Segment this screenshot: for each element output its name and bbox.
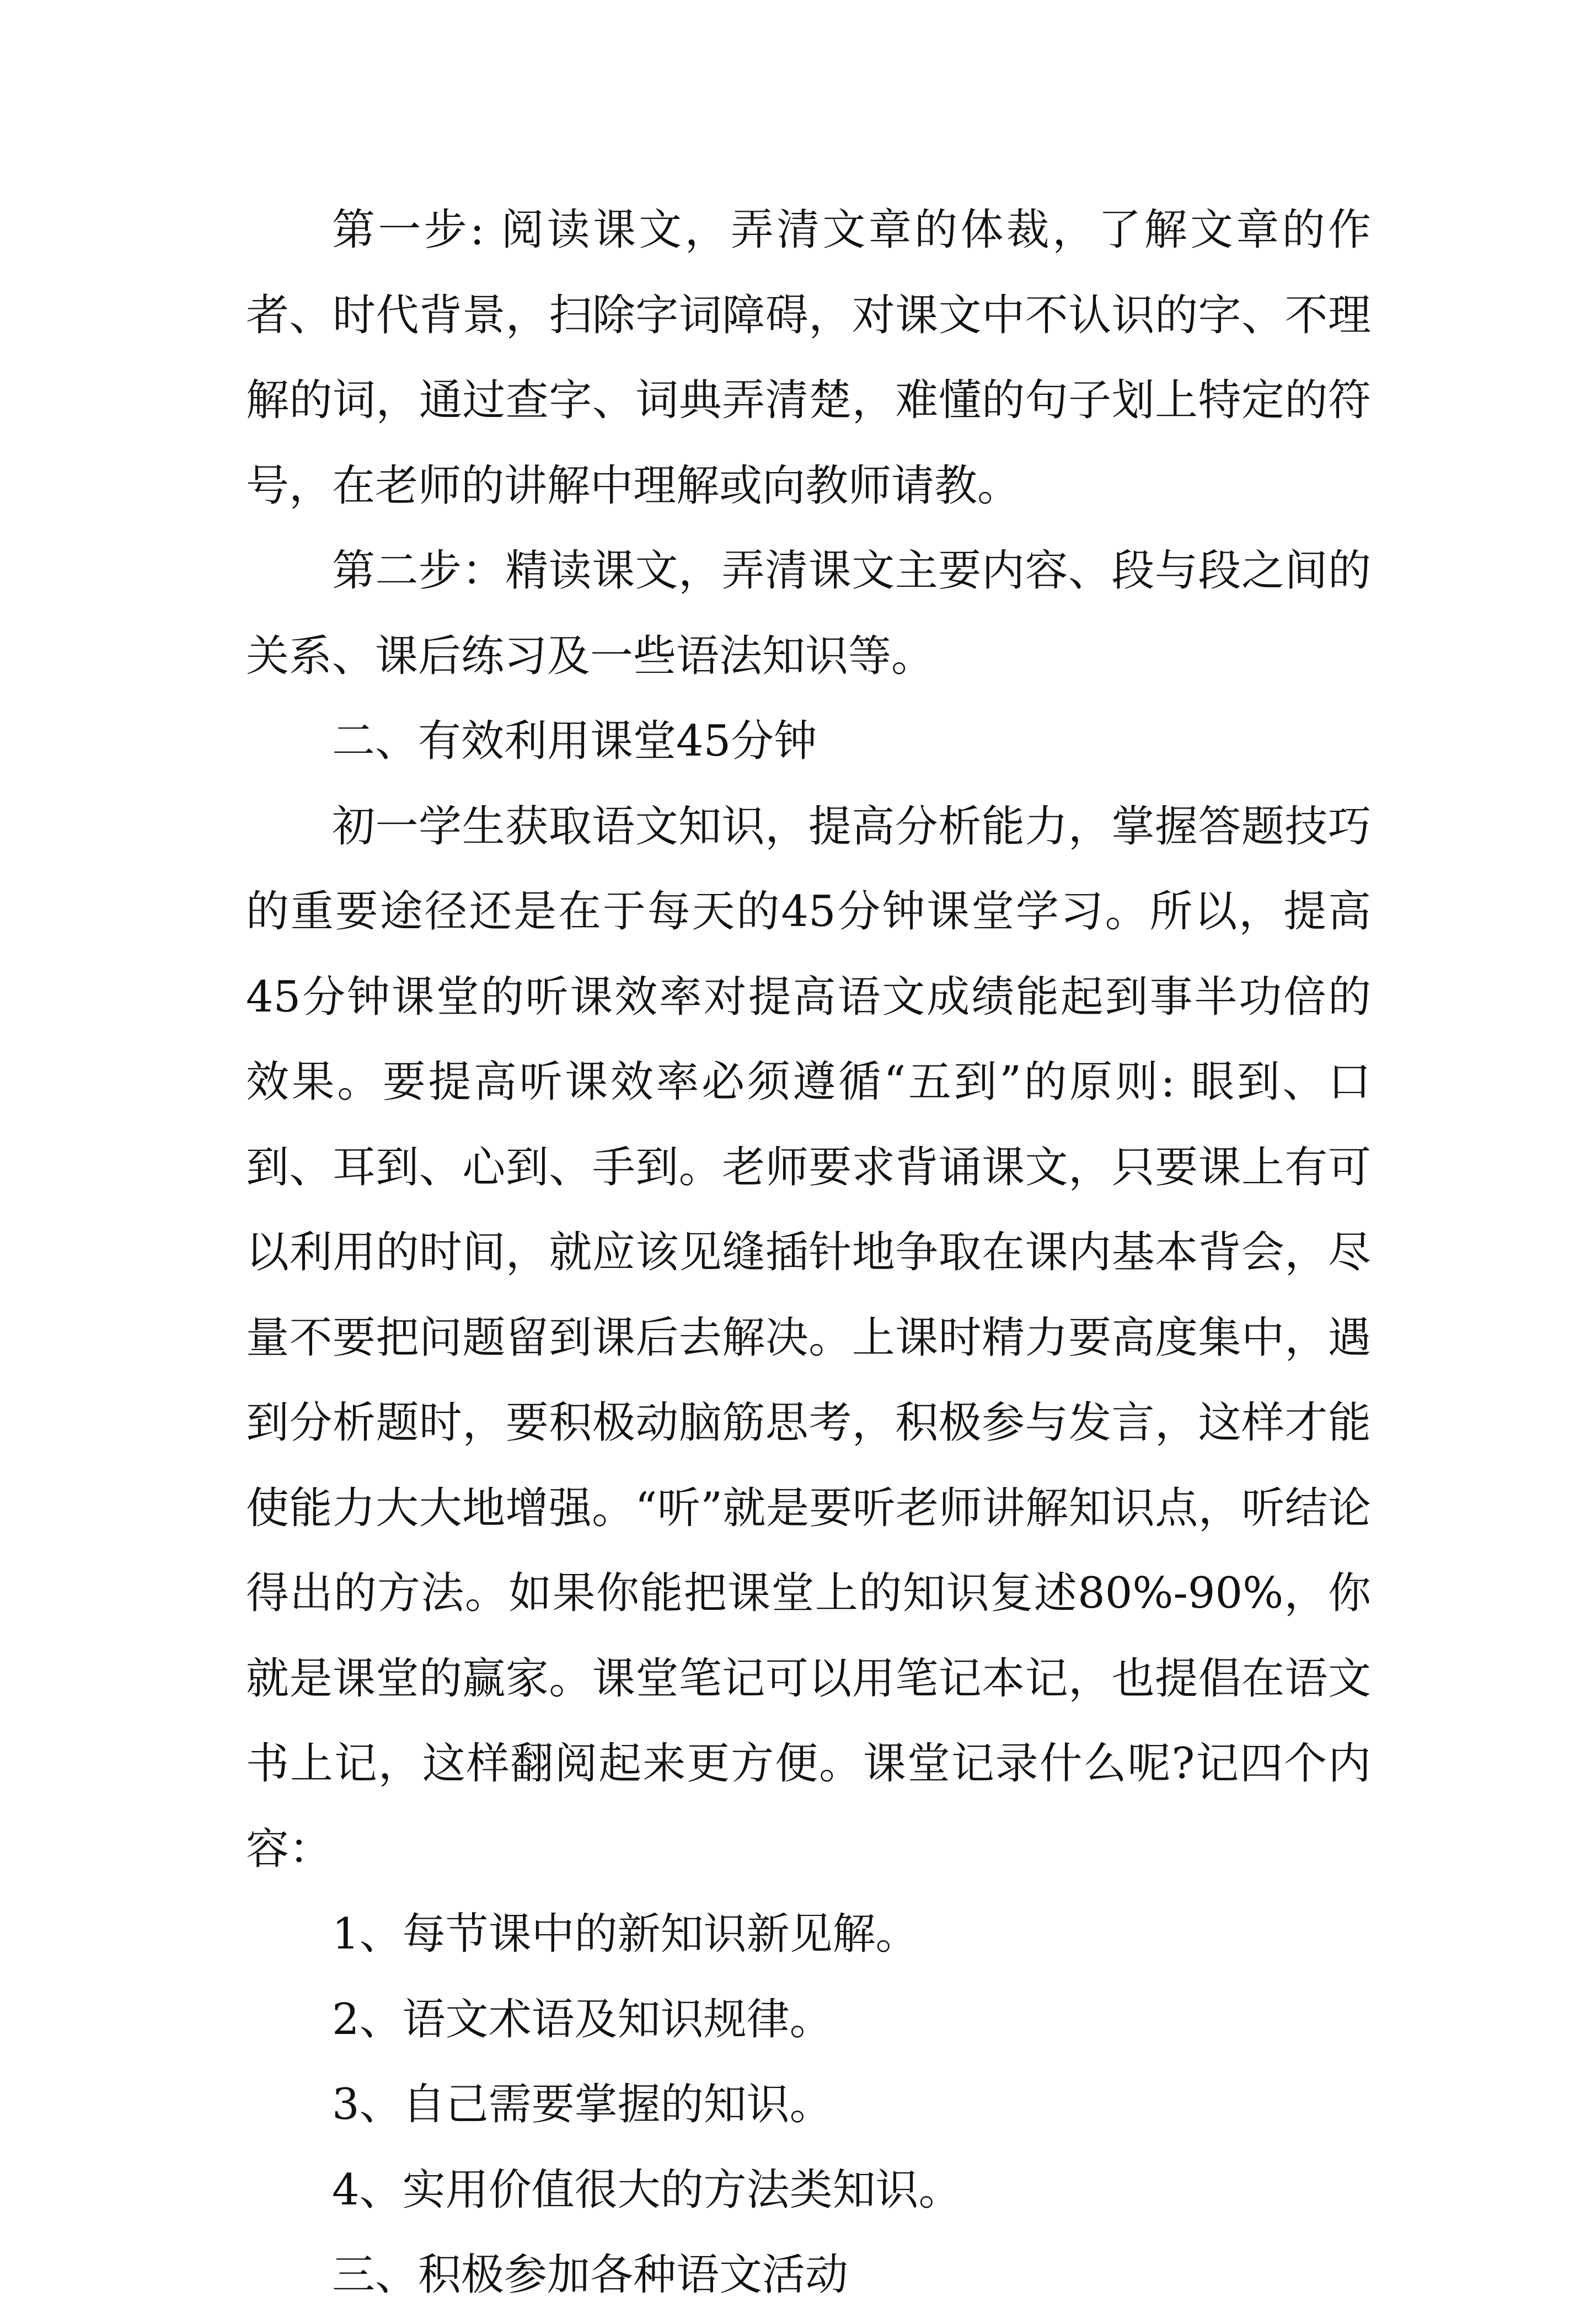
list-item-1: 1、每节课中的新知识新见解。 (332, 1909, 919, 1959)
list-item-4: 4、实用价值很大的方法类知识。 (332, 2165, 962, 2215)
paragraph-step-one: 第一步: 阅读课文，弄清文章的体裁，了解文章的作者、时代背景，扫除字词障碍，对课文中不认识的字、不理解的词，通过查字、词典弄清楚，难懂的句子划上特定的符号，在老师的讲解中理解或向教师请教。 (246, 205, 1371, 511)
paragraph-class-efficiency: 初一学生获取语文知识，提高分析能力，掌握答题技巧的重要途径还是在于每天的45分钟课堂学习。所以，提高45分钟课堂的听课效率对提高语文成绩能起到事半功倍的效果。要提高听课效率必须遵循“五到”的原则: 眼到、口到、耳到、心到、手到。老师要求背诵课文，只要课上有可以利用的时间，就应该见缝插针地争取在课内基本背会，尽量不要把问题留到课后去解决。上课时精力要高度集中，遇到分析题时，要积极动脑筋思考，积极参与发言，这样才能使能力大大地增强。“听”就是要听老师讲解知识点，听结论得出的方法。如果你能把课堂上的知识复述80%-90%，你就是课堂的赢家。课堂笔记可以用笔记本记，也提倡在语文书上记，这样翻阅起来更方便。课堂记录什么呢?记四个内容： (246, 801, 1371, 1874)
section-heading-two: 二、有效利用课堂45分钟 (332, 716, 817, 766)
list-item-3: 3、自己需要掌握的知识。 (332, 2080, 833, 2129)
section-heading-three: 三、积极参加各种语文活动 (332, 2250, 849, 2300)
list-item-2: 2、语文术语及知识规律。 (332, 1994, 833, 2044)
document-body (246, 188, 1371, 2318)
paragraph-step-two: 第二步：精读课文，弄清课文主要内容、段与段之间的关系、课后练习及一些语法知识等。 (246, 546, 1371, 681)
